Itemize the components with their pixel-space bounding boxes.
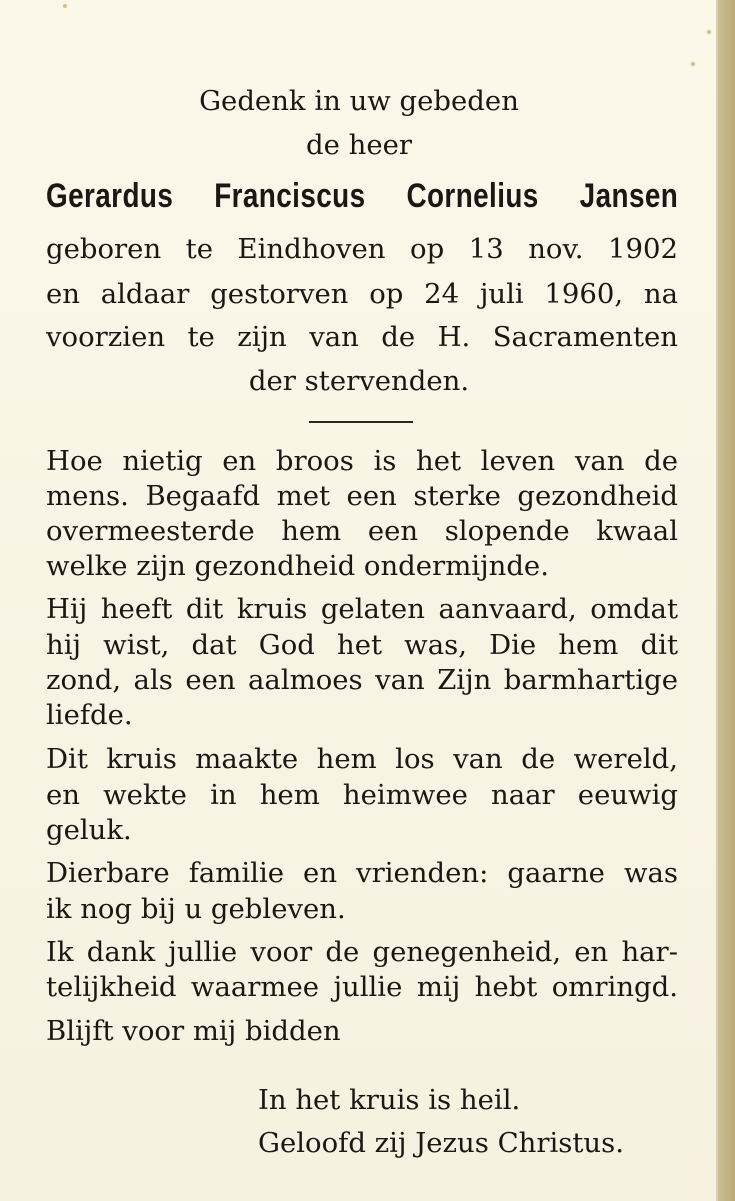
paragraph-line: zond, als een aalmoes van Zijn barmhartige xyxy=(46,664,678,696)
paragraph-line: ik nog bij u gebleven. xyxy=(46,893,346,925)
closing-line: Geloofd zij Jezus Christus. xyxy=(258,1127,624,1159)
details-line: geboren te Eindhoven op 13 nov. 1902 xyxy=(46,233,678,265)
paragraph-line: overmeesterde hem een slopende kwaal xyxy=(46,515,678,547)
closing-line: In het kruis is heil. xyxy=(258,1084,521,1116)
paper-speck xyxy=(707,30,711,34)
paragraph-line: geluk. xyxy=(46,814,132,846)
paragraph-line: liefde. xyxy=(46,699,133,731)
paragraph-line: Hij heeft dit kruis gelaten aanvaard, omdat xyxy=(46,593,678,625)
details-line: voorzien te zijn van de H. Sacramenten xyxy=(46,321,678,353)
divider-rule xyxy=(309,421,413,423)
paragraph-line: en wekte in hem heimwee naar eeuwig xyxy=(46,779,678,811)
paragraph-line: hij wist, dat God het was, Die hem dit xyxy=(46,629,678,661)
paragraph-line: Blijft voor mij bidden xyxy=(46,1015,341,1047)
paragraph-line: Ik dank jullie voor de genegenheid, en har- xyxy=(46,936,678,968)
paragraph-line: welke zijn gezondheid ondermijnde. xyxy=(46,550,549,582)
card-edge xyxy=(718,0,735,1201)
details-line: der stervenden. xyxy=(248,365,470,397)
paragraph-line: telijkheid waarmee jullie mij hebt omringd. xyxy=(46,971,678,1003)
paper-speck xyxy=(63,4,67,8)
paragraph-line: mens. Begaafd met een sterke gezondheid xyxy=(46,480,678,512)
details-line: en aldaar gestorven op 24 juli 1960, na xyxy=(46,278,678,310)
heading-line-1: Gedenk in uw gebeden xyxy=(199,85,519,117)
paragraph-line: Dierbare familie en vrienden: gaarne was xyxy=(46,857,678,889)
heading-line-2: de heer xyxy=(305,129,413,161)
deceased-name: Gerardus Franciscus Cornelius Jansen xyxy=(46,177,679,215)
paragraph-line: Hoe nietig en broos is het leven van de xyxy=(46,445,678,477)
paragraph-line: Dit kruis maakte hem los van de wereld, xyxy=(46,743,678,775)
paper-speck xyxy=(691,62,695,66)
